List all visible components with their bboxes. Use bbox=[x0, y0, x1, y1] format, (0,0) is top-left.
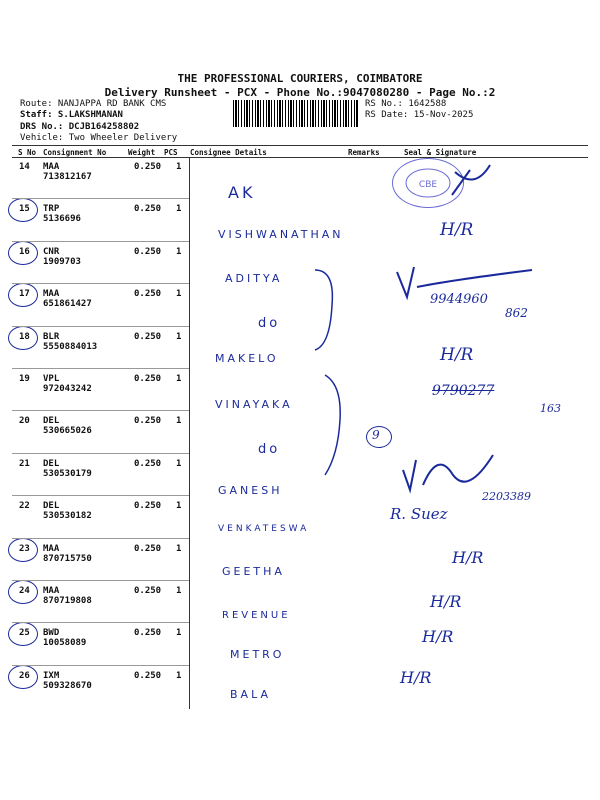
row-consignment: DEL 530530182 bbox=[43, 501, 92, 522]
hw-name: VINAYAKA bbox=[215, 398, 293, 411]
row-separator bbox=[12, 622, 189, 623]
signature-text: H/R bbox=[440, 345, 474, 365]
row-circle-mark bbox=[8, 326, 38, 350]
row-consignment: MAA 870715750 bbox=[43, 543, 92, 564]
column-divider bbox=[189, 157, 190, 709]
row-pcs: 1 bbox=[176, 416, 182, 427]
row-weight: 0.250 bbox=[134, 374, 162, 384]
row-circle-mark bbox=[8, 241, 38, 265]
row-separator bbox=[12, 665, 189, 666]
hw-name: do bbox=[258, 442, 281, 457]
signature-text: H/R bbox=[400, 668, 432, 687]
row-consignment: MAA 870719808 bbox=[43, 586, 92, 606]
row-weight: 0.250 bbox=[134, 628, 162, 639]
col-signature: Seal & Signature bbox=[404, 148, 477, 157]
barcode bbox=[233, 100, 359, 127]
row-weight: 0.250 bbox=[134, 416, 162, 427]
row-serial: 20 bbox=[19, 416, 30, 427]
staff-label: Staff: S.LAKSHMANAN bbox=[20, 110, 123, 120]
hw-name: GEETHA bbox=[222, 565, 285, 578]
row-separator bbox=[12, 538, 189, 539]
row-separator bbox=[12, 410, 189, 411]
route-label: Route: NANJAPPA RD BANK CMS bbox=[20, 99, 167, 109]
row-separator bbox=[12, 241, 189, 242]
row-serial: 15 bbox=[19, 204, 30, 215]
row-pcs: 1 bbox=[176, 670, 182, 681]
hw-name: ADITYA bbox=[225, 272, 283, 285]
signature-text: 862 bbox=[505, 306, 528, 320]
vehicle-label: Vehicle: Two Wheeler Delivery bbox=[20, 133, 178, 143]
signature-text: H/R bbox=[430, 592, 462, 611]
col-weight: Weight bbox=[128, 148, 156, 157]
signature-text: H/R bbox=[422, 627, 454, 646]
rs-number: RS No.: 1642588 bbox=[365, 99, 447, 109]
row-separator bbox=[12, 198, 189, 199]
row-consignment: MAA 651861427 bbox=[43, 289, 92, 310]
row-pcs: 1 bbox=[176, 204, 182, 215]
row-separator bbox=[12, 453, 189, 454]
row-weight: 0.250 bbox=[134, 289, 162, 300]
hw-name: MAKELO bbox=[215, 352, 279, 365]
bracket-mark bbox=[310, 265, 340, 355]
row-weight: 0.250 bbox=[134, 670, 162, 681]
col-pcs: PCS bbox=[164, 148, 178, 157]
row-serial: 24 bbox=[19, 586, 30, 596]
row-consignment: CNR 1909703 bbox=[43, 246, 81, 267]
signature-text: H/R bbox=[452, 548, 484, 567]
hw-name: VENKATESWA bbox=[218, 524, 310, 534]
row-weight: 0.250 bbox=[134, 331, 162, 342]
row-serial: 26 bbox=[19, 670, 30, 681]
signature-text: 2203389 bbox=[482, 490, 531, 503]
signature-text: 163 bbox=[540, 402, 561, 415]
row-separator bbox=[12, 326, 189, 327]
row-serial: 25 bbox=[19, 628, 30, 639]
hw-name: AK bbox=[228, 183, 256, 202]
row-circle-mark bbox=[8, 580, 38, 604]
row-consignment: IXM 509328670 bbox=[43, 670, 92, 691]
signature-text: 9944960 bbox=[430, 292, 488, 307]
row-pcs: 1 bbox=[176, 458, 182, 469]
row-separator bbox=[12, 495, 189, 496]
row-weight: 0.250 bbox=[134, 162, 162, 172]
signature-text: H/R bbox=[440, 220, 474, 240]
row-serial: 21 bbox=[19, 458, 30, 469]
row-consignment: TRP 5136696 bbox=[43, 204, 81, 225]
row-weight: 0.250 bbox=[134, 501, 162, 512]
drs-number: DRS No.: DCJB164258802 bbox=[20, 122, 140, 132]
row-circle-mark bbox=[8, 622, 38, 646]
row-pcs: 1 bbox=[176, 586, 182, 596]
bracket-mark bbox=[320, 370, 350, 480]
document-title: THE PROFESSIONAL COURIERS, COIMBATORE bbox=[177, 72, 423, 85]
row-serial: 23 bbox=[19, 543, 30, 554]
col-consignee: Consignee Details bbox=[190, 148, 267, 157]
row-weight: 0.250 bbox=[134, 246, 162, 257]
row-consignment: VPL 972043242 bbox=[43, 374, 92, 394]
hw-name: METRO bbox=[230, 648, 285, 661]
row-serial: 18 bbox=[19, 331, 30, 342]
row-separator bbox=[12, 283, 189, 284]
row-consignment: DEL 530530179 bbox=[43, 458, 92, 479]
row-serial: 14 bbox=[19, 162, 30, 172]
row-separator bbox=[12, 580, 189, 581]
hw-name: do bbox=[258, 316, 281, 331]
row-weight: 0.250 bbox=[134, 204, 162, 215]
signature-text: 9 bbox=[372, 428, 380, 442]
row-circle-mark bbox=[8, 198, 38, 222]
row-weight: 0.250 bbox=[134, 543, 162, 554]
signature-text: R. Suez bbox=[390, 505, 448, 523]
row-pcs: 1 bbox=[176, 628, 182, 639]
signature-scribble bbox=[450, 160, 495, 200]
col-sno: S No bbox=[18, 148, 37, 157]
row-separator bbox=[12, 368, 189, 369]
row-serial: 16 bbox=[19, 246, 30, 257]
svg-text:CBE: CBE bbox=[418, 180, 438, 190]
row-serial: 17 bbox=[19, 289, 30, 300]
row-consignment: BWD 10058089 bbox=[43, 628, 87, 649]
row-pcs: 1 bbox=[176, 246, 182, 257]
row-serial: 19 bbox=[19, 374, 30, 384]
row-pcs: 1 bbox=[176, 501, 182, 512]
row-circle-mark bbox=[8, 665, 38, 689]
hw-name: REVENUE bbox=[222, 610, 291, 621]
row-circle-mark bbox=[8, 538, 38, 562]
row-weight: 0.250 bbox=[134, 458, 162, 469]
row-consignment: BLR 5550884013 bbox=[43, 331, 98, 352]
document-subtitle: Delivery Runsheet - PCX - Phone No.:9047080280 - Page No.:2 bbox=[104, 86, 496, 99]
hw-name: VISHWANATHAN bbox=[218, 228, 344, 241]
row-pcs: 1 bbox=[176, 543, 182, 554]
row-consignment: MAA 713812167 bbox=[43, 162, 92, 182]
row-weight: 0.250 bbox=[134, 586, 162, 596]
rs-date: RS Date: 15-Nov-2025 bbox=[365, 110, 474, 120]
row-circle-mark bbox=[8, 283, 38, 307]
row-pcs: 1 bbox=[176, 374, 182, 384]
signature-text: 9790277 bbox=[432, 383, 495, 399]
col-consignment: Consignment No bbox=[43, 148, 107, 157]
row-consignment: DEL 530665026 bbox=[43, 416, 92, 437]
row-pcs: 1 bbox=[176, 331, 182, 342]
row-serial: 22 bbox=[19, 501, 30, 512]
hw-name: GANESH bbox=[218, 484, 283, 497]
row-pcs: 1 bbox=[176, 289, 182, 300]
row-pcs: 1 bbox=[176, 162, 182, 172]
col-remarks: Remarks bbox=[348, 148, 380, 157]
hw-name: BALA bbox=[230, 688, 271, 701]
table-top-rule bbox=[12, 145, 588, 146]
table-header-rule bbox=[12, 157, 588, 158]
